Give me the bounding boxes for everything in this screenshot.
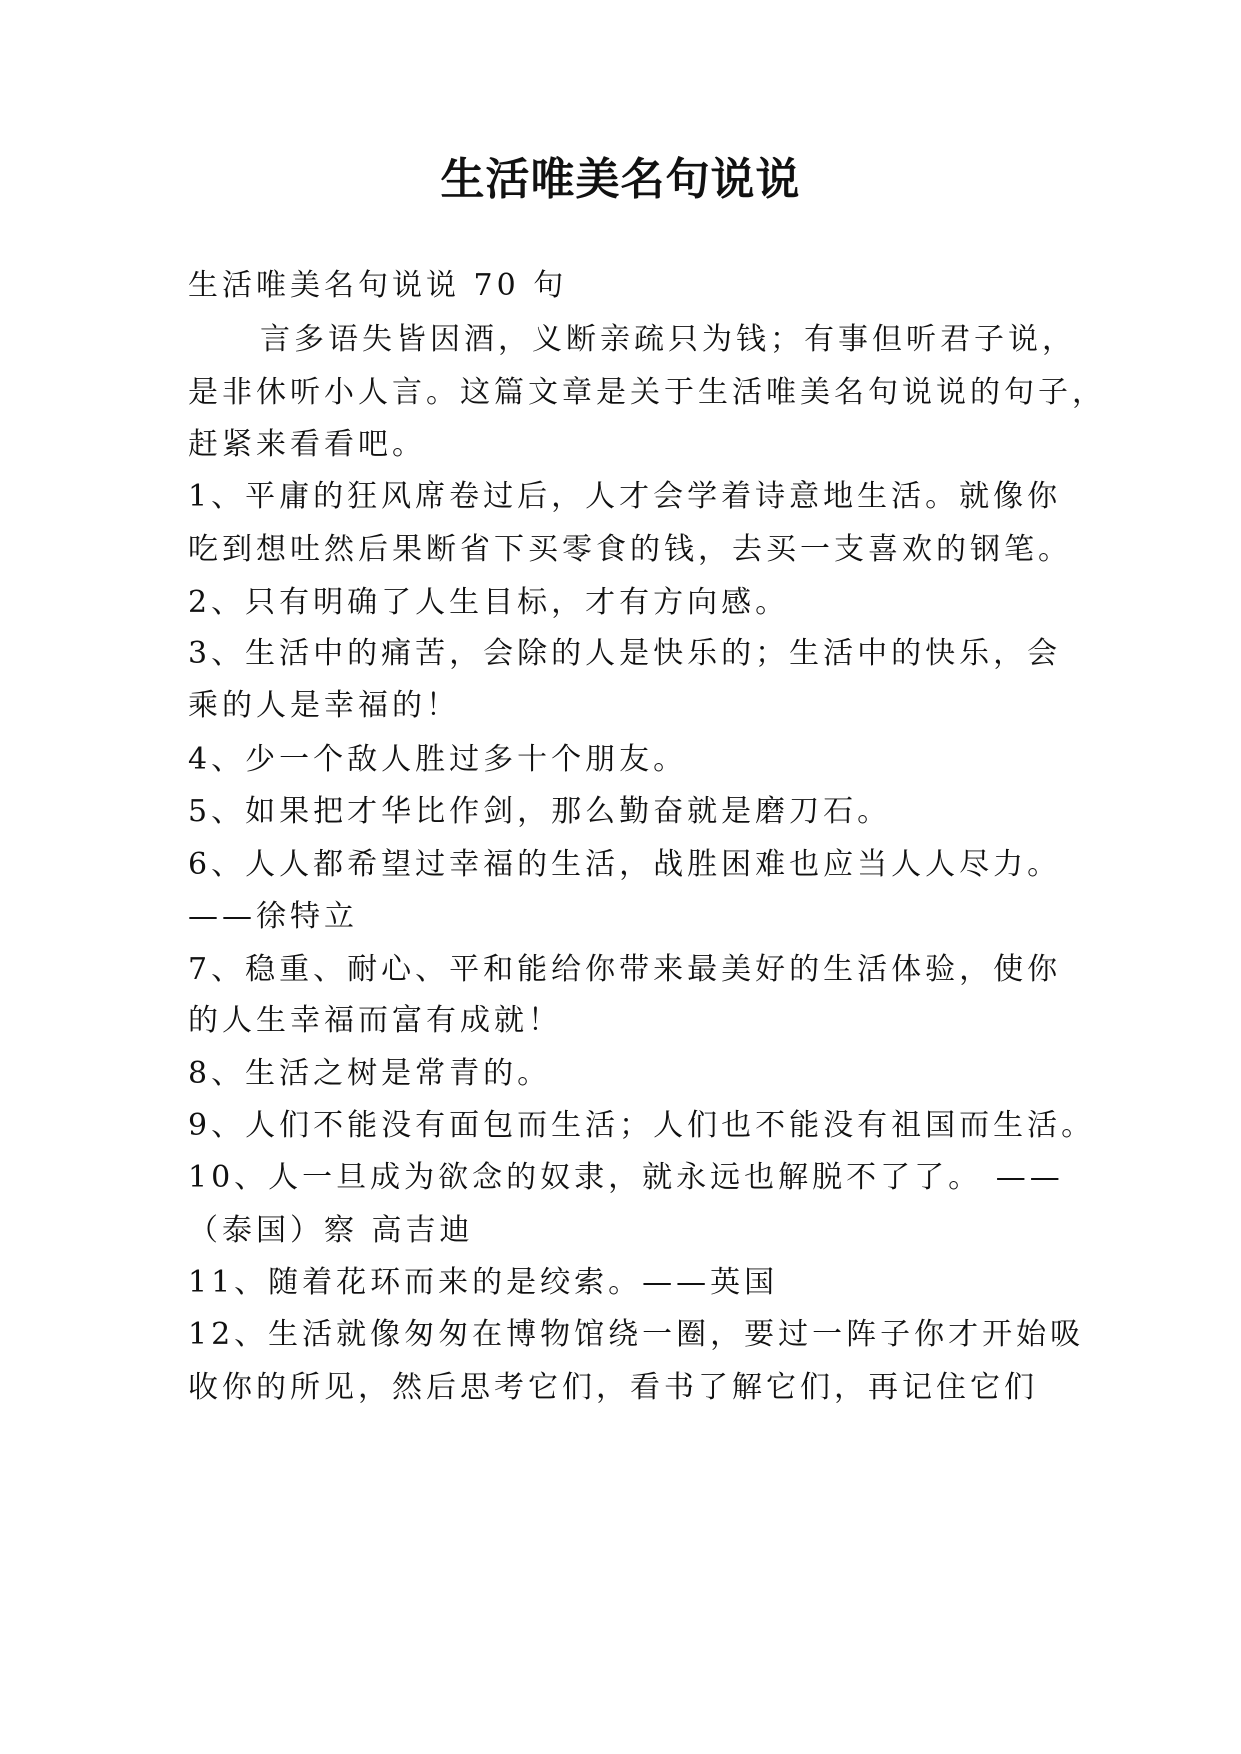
quote-line: 收你的所见，然后思考它们，看书了解它们，再记住它们 — [188, 1370, 1038, 1405]
quote-line: 2、只有明确了人生目标，才有方向感。 — [188, 585, 790, 620]
quote-line: 吃到想吐然后果断省下买零食的钱，去买一支喜欢的钢笔。 — [188, 532, 1072, 567]
quote-line: 8、生活之树是常青的。 — [188, 1056, 552, 1091]
subtitle-line: 生活唯美名句说说 70 句 — [188, 268, 568, 303]
intro-line-1: 言多语失皆因酒，义断亲疏只为钱；有事但听君子说， — [260, 322, 1076, 357]
quote-line: 11、随着花环而来的是绞索。——英国 — [188, 1265, 779, 1300]
quote-attribution: ——徐特立 — [188, 899, 358, 934]
quote-line: 6、人人都希望过幸福的生活，战胜困难也应当人人尽力。 — [188, 847, 1062, 882]
document-title: 生活唯美名句说说 — [440, 154, 801, 205]
quote-line: 4、少一个敌人胜过多十个朋友。 — [188, 742, 688, 777]
quote-line: 乘的人是幸福的！ — [188, 688, 460, 723]
intro-line-3: 赶紧来看看吧。 — [188, 427, 426, 462]
quote-line: 7、稳重、耐心、平和能给你带来最美好的生活体验，使你 — [188, 952, 1062, 987]
quote-line: 1、平庸的狂风席卷过后，人才会学着诗意地生活。就像你 — [188, 479, 1062, 514]
quote-line: 9、人们不能没有面包而生活；人们也不能没有祖国而生活。 — [188, 1108, 1096, 1143]
intro-line-2: 是非休听小人言。这篇文章是关于生活唯美名句说说的句子， — [188, 375, 1106, 410]
quote-line: 12、生活就像匆匆在博物馆绕一圈，要过一阵子你才开始吸 — [188, 1317, 1085, 1352]
quote-attribution: （泰国）察 高吉迪 — [188, 1213, 474, 1248]
quote-line: 10、人一旦成为欲念的奴隶，就永远也解脱不了了。 —— — [188, 1160, 1064, 1195]
quote-line: 3、生活中的痛苦，会除的人是快乐的；生活中的快乐，会 — [188, 636, 1062, 671]
quote-line: 的人生幸福而富有成就！ — [188, 1003, 562, 1038]
quote-line: 5、如果把才华比作剑，那么勤奋就是磨刀石。 — [188, 794, 892, 829]
